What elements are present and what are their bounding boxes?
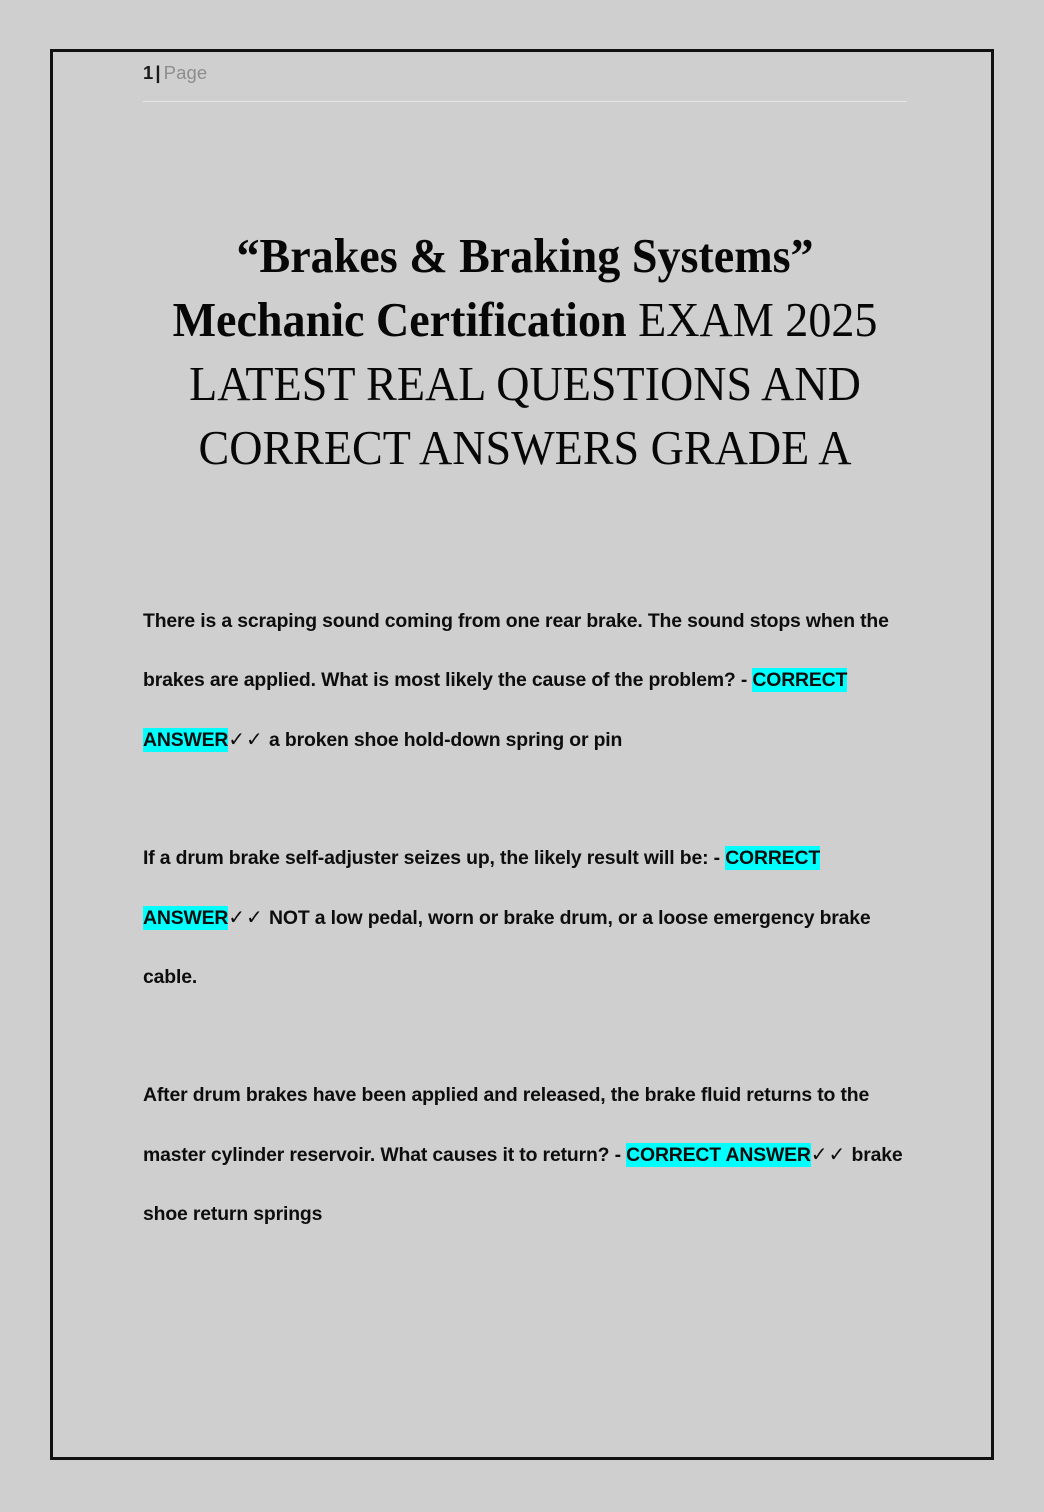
question-prompt-3: After drum brakes have been applied and released, the brake fluid returns to the master cylinder reservoir. What causes it to return? - — [143, 1084, 870, 1166]
page-header-label: Page — [163, 62, 208, 83]
page-header — [143, 58, 908, 110]
qa-block-2 — [143, 829, 915, 1007]
answer-text-1: a broken shoe hold-down spring or pin — [263, 729, 623, 751]
qa-block-1 — [143, 592, 915, 770]
correct-answer-label-3: CORRECT ANSWER — [626, 1144, 811, 1166]
check-marks-icon-1: ✓✓ — [228, 727, 264, 751]
document-title — [164, 224, 886, 480]
question-prompt-2: If a drum brake self-adjuster seizes up, the likely result will be: - — [143, 847, 726, 869]
correct-answer-label-1: CORRECT ANSWER — [143, 669, 848, 751]
header-divider — [143, 101, 907, 102]
document-title-regular-part: EXAM 2025 LATEST REAL QUESTIONS AND CORRECT ANSWERS GRADE A — [189, 291, 878, 475]
page-header-separator: | — [155, 62, 161, 83]
question-prompt-1: There is a scraping sound coming from one rear brake. The sound stops when the brakes are applied. What is most likely the cause of the problem? - — [143, 610, 889, 691]
check-marks-icon-2: ✓✓ — [228, 905, 264, 929]
check-marks-icon-3: ✓✓ — [810, 1142, 847, 1166]
question-answer-list — [143, 592, 915, 1244]
document-page — [50, 49, 994, 1460]
document-title-bold-part: “Brakes & Braking Systems” Mechanic Certification — [172, 227, 814, 347]
correct-answer-label-2: CORRECT ANSWER — [143, 847, 821, 929]
answer-text-2: NOT a low pedal, worn or brake drum, or a loose emergency brake cable. — [143, 907, 871, 988]
answer-text-3: brake shoe return springs — [143, 1144, 903, 1225]
page-number: 1 — [143, 62, 154, 83]
qa-block-3 — [143, 1066, 915, 1244]
